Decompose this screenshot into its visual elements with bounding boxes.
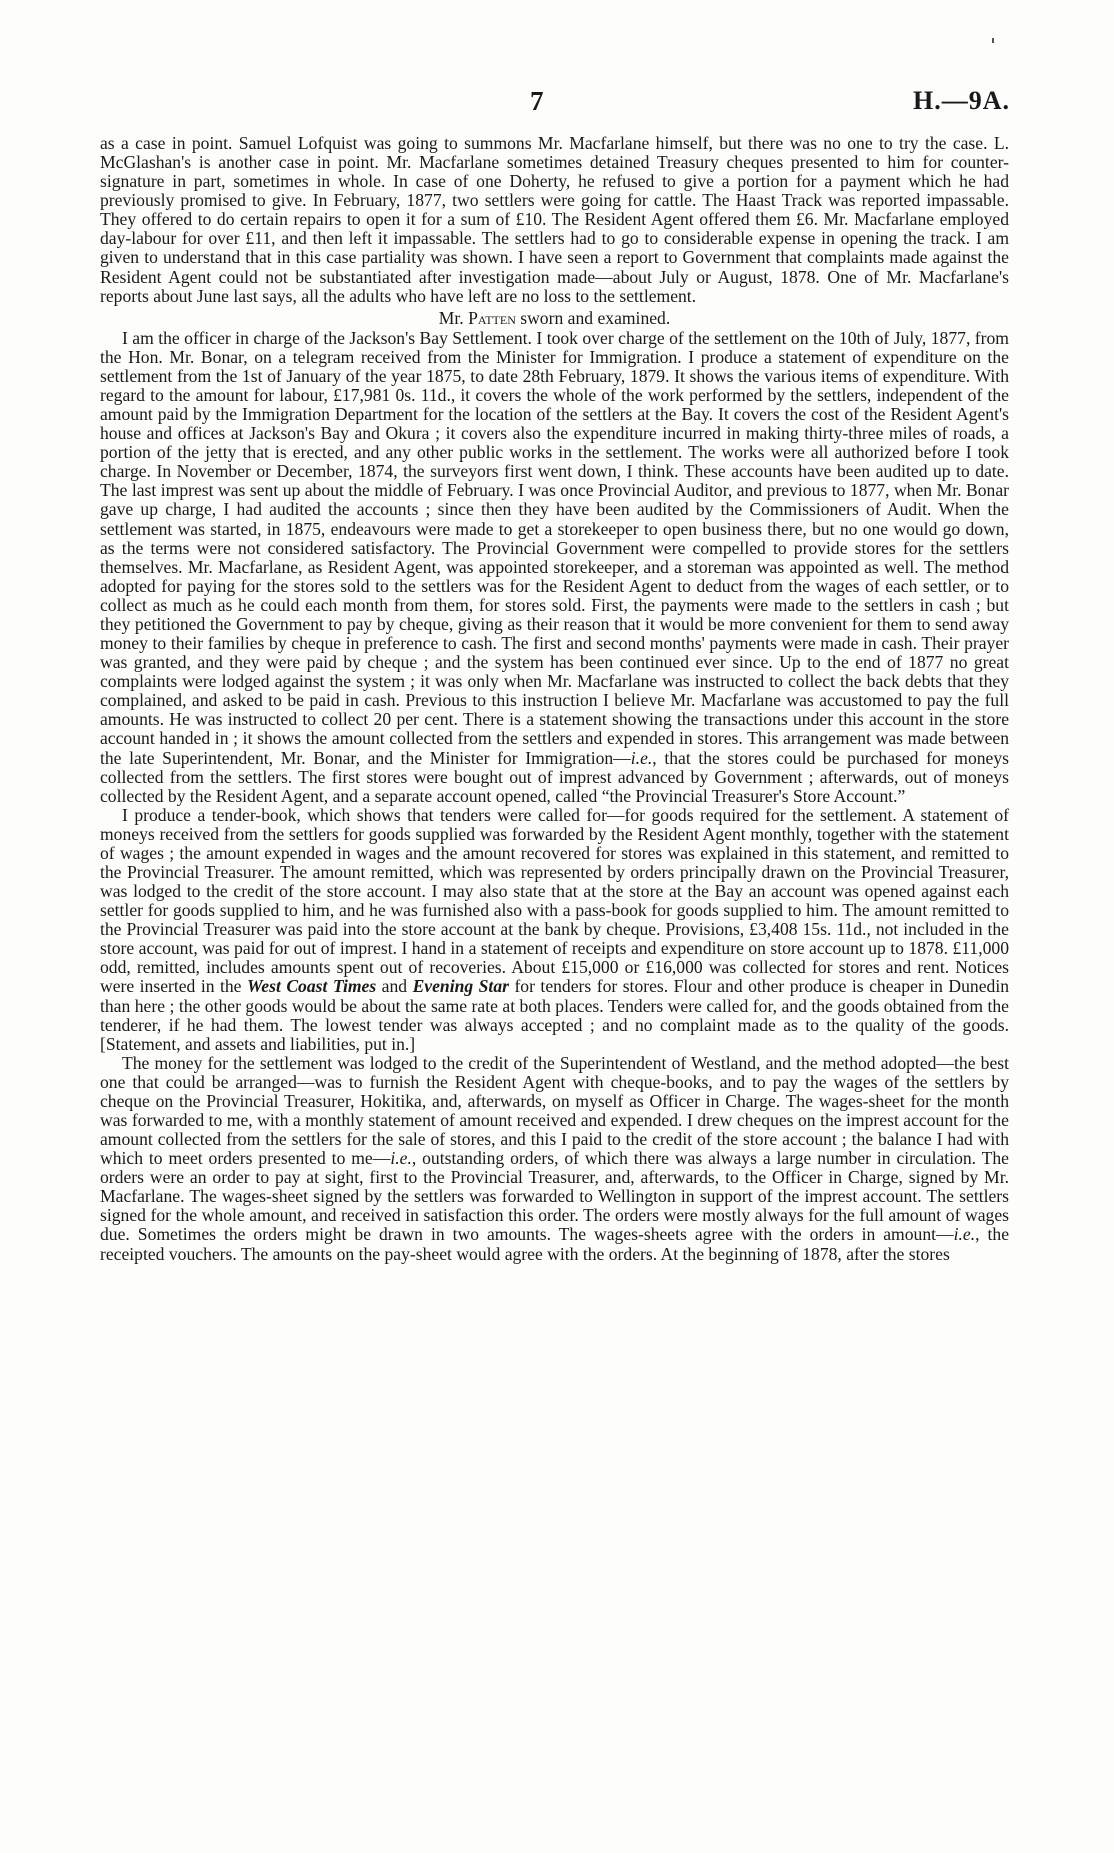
abbreviation-italic: i.e. bbox=[630, 747, 653, 768]
body-text bbox=[100, 134, 1009, 1264]
paragraph-text: for tenders for stores. Flour and other produce is cheaper in Dunedin than here ; the other goods would be about the same rate at both places. Tenders were called for, and the goods obtained from the tenderer, if he had them. The lowest tender was always accepted ; and no complaint made as to the quality of the goods. [Statement, and assets and liabilities, put in.] bbox=[100, 976, 1009, 1054]
paragraph-testimony-3 bbox=[100, 1054, 1009, 1264]
page-header bbox=[0, 86, 1114, 120]
paragraph-continued: as a case in point. Samuel Lofquist was going to summons Mr. Macfarlane himself, but there was no one to try the case. L. McGlashan's is another case in point. Mr. Macfarlane sometimes detained Treasury cheques presented to him for counter-signature in part, sometimes in whole. In case of one Doherty, he refused to give a portion for a payment which he had previously promised to give. In February, 1877, two settlers were going for cattle. The Haast Track was reported impassable. They offered to do certain repairs to open it for a sum of £10. The Resident Agent offered them £6. Mr. Macfarlane employed day-labour for over £11, and then left it impassable. The settlers had to go to considerable expense in opening the track. I am given to understand that in this case partiality was shown. I have seen a report to Government that complaints made against the Resident Agent could not be substantiated after investigation made—about July or August, 1878. One of Mr. Macfarlane's reports about June last says, all the adults who have left are no loss to the settlement. bbox=[100, 133, 1009, 306]
paragraph-text: and bbox=[376, 976, 413, 997]
margin-mark bbox=[992, 38, 994, 43]
abbreviation-italic: i.e. bbox=[953, 1224, 976, 1245]
newspaper-title: West Coast Times bbox=[246, 976, 377, 997]
paragraph-text: , that the stores could be purchased for moneys collected from the settlers. The first stores were bought out of imprest advanced by Government ; afterwards, out of moneys collected by the Resident Agent, and a separate account opened, called “the Provincial Treasurer's Store Account.” bbox=[100, 747, 1009, 806]
heading-prefix: Mr. bbox=[438, 307, 469, 328]
paragraph-text: , outstanding orders, of which there was always a large number in circulation. The orders were an order to pay at sight, first to the Provincial Treasurer, and, afterwards, to the Officer in Charge, signed by Mr. Macfarlane. The wages-sheet signed by the settlers was forwarded to Wellington in support of the imprest account. The settlers signed for the whole amount, and received in satisfaction this order. The orders were mostly always for the full amount of wages due. Sometimes the orders might be drawn in two amounts. The wages-sheets agree with the orders in amount— bbox=[100, 1148, 1009, 1245]
page-number: 7 bbox=[530, 86, 544, 116]
paragraph-text: I produce a tender-book, which shows that tenders were called for—for goods required for the settlement. A statement of moneys received from the settlers for goods supplied was forwarded by the Resident Agent monthly, together with the statement of wages ; the amount expended in wages and the amount recovered for stores was explained in this statement, and remitted to the Provincial Treasurer. The amount remitted, which was represented by orders principally drawn on the Provincial Treasurer, was lodged to the credit of the store account. I may also state that at the store at the Bay an account was opened against each settler for goods supplied to him, and he was furnished also with a pass-book for goods supplied to him. The amount remitted to the Provincial Treasurer was paid into the store account at the bank by cheque. Provisions, £3,408 15s. 11d., not included in the store account, was paid for out of imprest. I hand in a statement of receipts and expenditure on store account up to 1878. £11,000 odd, remitted, includes amounts spent out of recoveries. About £15,000 or £16,000 was collected for stores and rent. Notices were inserted in the bbox=[100, 804, 1009, 997]
paragraph-text: I am the officer in charge of the Jackson's Bay Settlement. I took over charge of the settlement on the 10th of July, 1877, from the Hon. Mr. Bonar, on a telegram received from the Minister for Immigration. I produce a statement of expenditure on the settlement from the 1st of January of the year 1875, to date 28th February, 1879. It shows the various items of expenditure. With regard to the amount for labour, £17,981 0s. 11d., it covers the whole of the work performed by the settlers, independent of the amount paid by the Immigration Department for the location of the settlers at the Bay. It covers the cost of the Resident Agent's house and offices at Jackson's Bay and Okura ; it covers also the expenditure incurred in making thirty-three miles of roads, a portion of the jetty that is erected, and any other public works in the settlement. The works were all authorized before I took charge. In November or December, 1874, the surveyors first went down, I think. These accounts have been audited up to date. The last imprest was sent up about the middle of February. I was once Provincial Auditor, and previous to 1877, when Mr. Bonar gave up charge, I had audited the accounts ; since then they have been audited by the Commissioners of Audit. When the settlement was started, in 1875, endeavours were made to get a storekeeper to open business there, but no one would go down, as the terms were not considered satisfactory. The Provincial Government were compelled to provide stores for the settlers themselves. Mr. Macfarlane, as Resident Agent, was appointed storekeeper, and a storeman was appointed as well. The method adopted for paying for the stores sold to the settlers was for the Resident Agent to deduct from the wages of each settler, or to collect as much as he could each month from them, for stores sold. First, the payments were made to the settlers in cash ; but they petitioned the Government to pay by cheque, giving as their reason that it would be more convenient for them to send away money to their families by cheque in preference to cash. The first and second months' payments were made in cash. Their prayer was granted, and they were paid by cheque ; and the system has been continued ever since. Up to the end of 1877 no great complaints were lodged against the system ; it was only when Mr. Macfarlane was instructed to collect the back debts that they complained, and asked to be paid in cash. Previous to this instruction I believe Mr. Macfarlane was accustomed to pay the full amounts. He was instructed to collect 20 per cent. There is a statement showing the transactions under this account in the store account handed in ; it shows the amount collected from the settlers and expended in stores. This arrangement was made between the late Superintendent, Mr. Bonar, and the Minister for Immigration— bbox=[100, 327, 1009, 768]
document-reference: H.—9A. bbox=[913, 86, 1010, 115]
paragraph-text: The money for the settlement was lodged to the credit of the Superintendent of Westland, and the method adopted—the best one that could be arranged—was to furnish the Resident Agent with cheque-books, and to pay the wages of the settlers by cheque on the Provincial Treasurer, Hokitika, and, afterwards, on myself as Officer in Charge. The wages-sheet for the month was forwarded to me, with a monthly statement of amount received and expended. I drew cheques on the imprest account for the amount collected from the settlers for the sale of stores, and this I paid to the credit of the store account ; the balance I had with which to meet orders presented to me— bbox=[100, 1052, 1009, 1169]
paragraph-text: , the receipted vouchers. The amounts on the pay-sheet would agree with the orders. At the beginning of 1878, after the stores bbox=[100, 1224, 1010, 1264]
witness-name: Patten bbox=[468, 307, 516, 328]
abbreviation-italic: i.e. bbox=[390, 1148, 412, 1169]
heading-suffix: sworn and examined. bbox=[515, 307, 671, 328]
newspaper-title: Evening Star bbox=[412, 976, 509, 997]
paragraph-testimony-2 bbox=[100, 806, 1009, 1054]
witness-heading bbox=[100, 309, 1009, 328]
paragraph-testimony-1 bbox=[100, 329, 1009, 806]
